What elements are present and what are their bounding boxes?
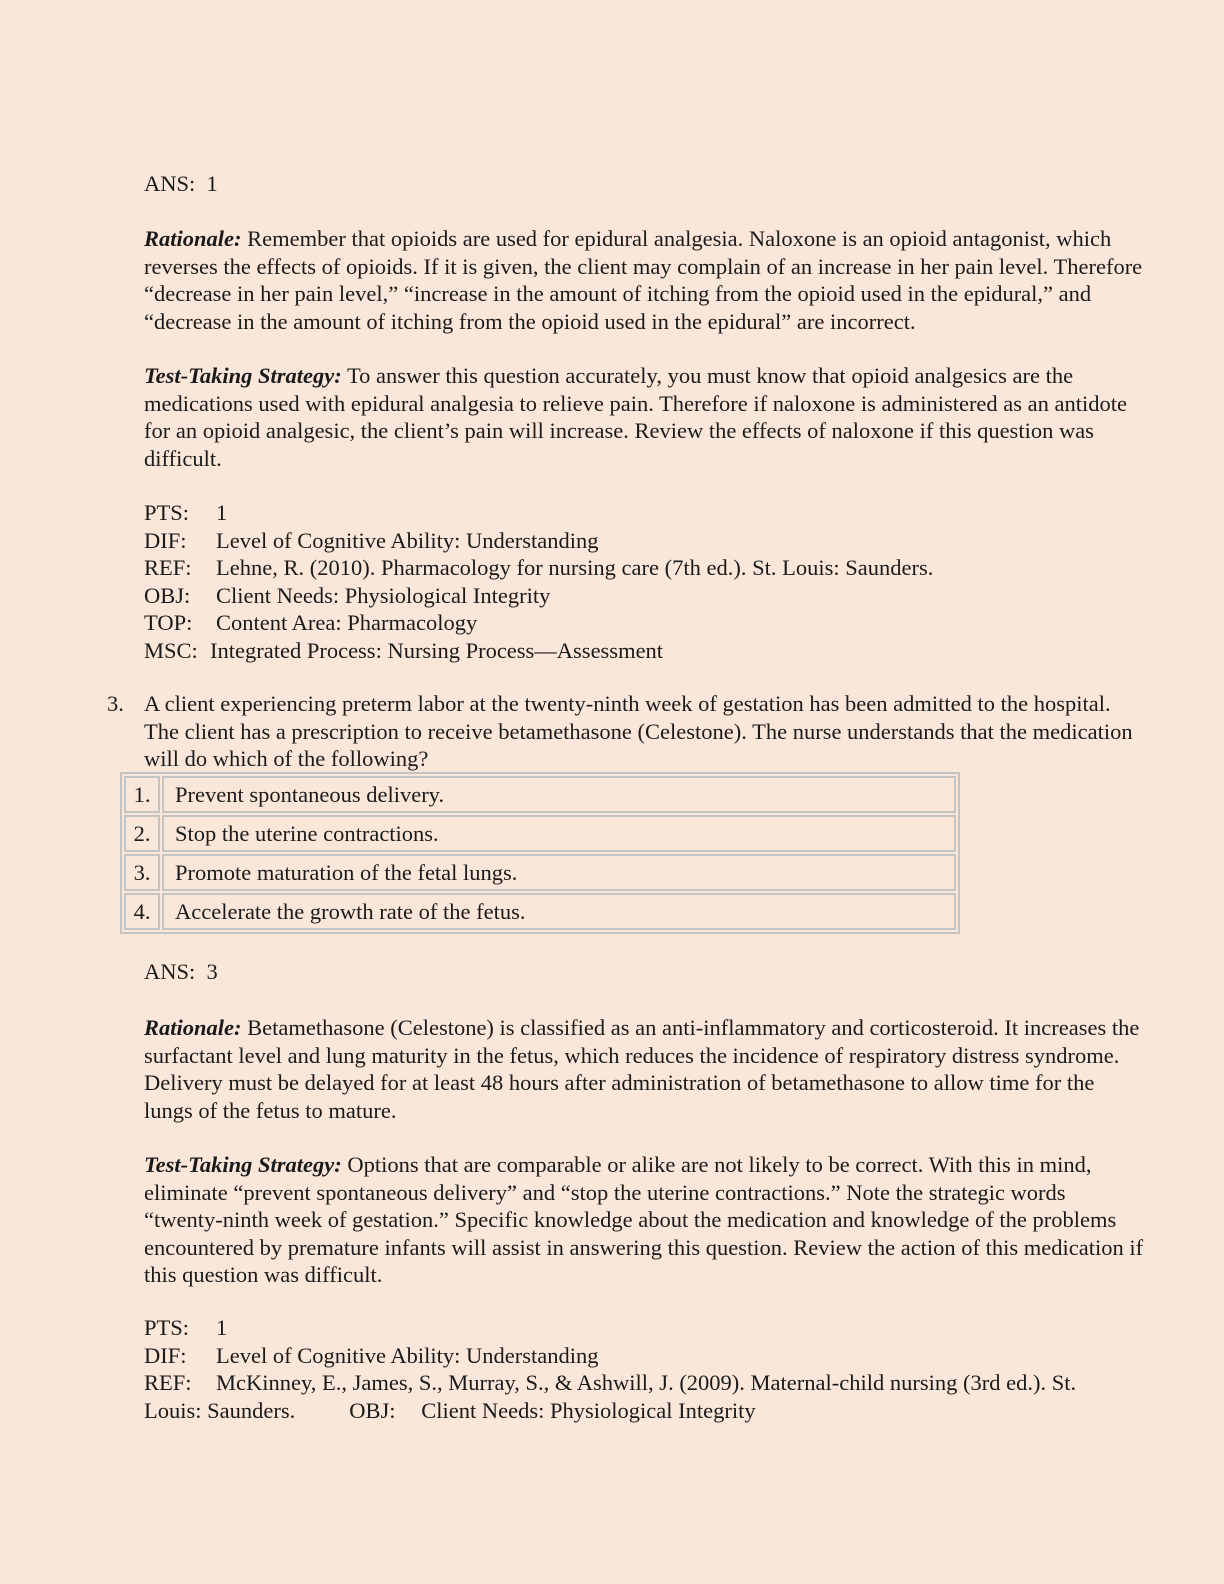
rationale-label: Rationale: (144, 1015, 242, 1040)
ans-value: 1 (206, 171, 218, 196)
strategy-q3 (144, 1151, 1144, 1289)
option-row-3[interactable] (124, 854, 956, 891)
question-text: A client experiencing preterm labor at the twenty-ninth week of gestation has been admitted to the hospital. The client has a prescription to receive betamethasone (Celestone). The nurse understands that the medication will do which of the following? (144, 691, 1133, 771)
answer-line-q3 (144, 958, 1144, 986)
option-text: Accelerate the growth rate of the fetus. (162, 893, 956, 930)
meta-ref: REF: Lehne, R. (2010). Pharmacology for nursing care (7th ed.). St. Louis: Saunders. (144, 555, 934, 580)
option-text: Prevent spontaneous delivery. (162, 776, 956, 813)
ans-label: ANS: (144, 171, 196, 196)
meta-obj: OBJ: Client Needs: Physiological Integrity (144, 582, 551, 608)
ans-value: 3 (206, 959, 218, 984)
meta-obj-value: Client Needs: Physiological Integrity (421, 1397, 756, 1423)
meta-dif: DIF: Level of Cognitive Ability: Understanding (144, 527, 599, 553)
strategy-text: To answer this question accurately, you must know that opioid analgesics are the medications used with epidural analgesia to relieve pain. Therefore if naloxone is administered as an antidote for an opioid analgesic, the client’s pain will increase. Review the effects of naloxone if this question was difficult. (144, 363, 1128, 471)
meta-obj-key: OBJ: (349, 1397, 396, 1423)
option-text: Promote maturation of the fetal lungs. (162, 854, 956, 891)
rationale-prev (144, 225, 1144, 335)
ans-label: ANS: (144, 959, 196, 984)
option-number: 1. (124, 776, 160, 813)
meta-pts: PTS: 1 (144, 500, 228, 525)
option-row-1[interactable] (124, 776, 956, 813)
options-table (120, 772, 960, 934)
question-number: 3. (107, 691, 124, 716)
meta-ref: REF: McKinney, E., James, S., Murray, S., & Ashwill, J. (2009). Maternal-child nursing (3rd ed.). St. (144, 1370, 1077, 1395)
option-row-2[interactable] (124, 815, 956, 852)
option-number: 3. (124, 854, 160, 891)
rationale-label: Rationale: (144, 226, 242, 251)
rationale-q3 (144, 1014, 1144, 1124)
meta-msc: MSC: Integrated Process: Nursing Process—Assessment (144, 637, 664, 663)
rationale-text: Remember that opioids are used for epidural analgesia. Naloxone is an opioid antagonist, which reverses the effects of opioids. If it is given, the client may complain of an increase in her pain level. Therefore “decrease in her pain level,” “increase in the amount of itching from the opioid used in the epidural,” and “decrease in the amount of itching from the opioid used in the epidural” are incorrect. (144, 226, 1143, 334)
meta-dif: DIF: Level of Cognitive Ability: Understanding (144, 1342, 599, 1368)
option-number: 2. (124, 815, 160, 852)
option-row-4[interactable] (124, 893, 956, 930)
meta-ref-continued: Louis: Saunders. OBJ: Client Needs: Physiological Integrity (144, 1397, 756, 1423)
strategy-text: Options that are comparable or alike are not likely to be correct. With this in mind, eliminate “prevent spontaneous delivery” and “stop the uterine contractions.” Note the strategic words “twenty-ninth week of gestation.” Specific knowledge about the medication and knowledge of the problems encountered by premature infants will assist in answering this question. Review the action of this medication if this question was difficult. (144, 1152, 1144, 1287)
meta-q3 (144, 1314, 1144, 1424)
meta-prev (144, 499, 1144, 664)
strategy-prev (144, 362, 1144, 472)
option-number: 4. (124, 893, 160, 930)
strategy-label: Test-Taking Strategy: (144, 1152, 342, 1177)
rationale-text: Betamethasone (Celestone) is classified as an anti-inflammatory and corticosteroid. It increases the surfactant level and lung maturity in the fetus, which reduces the incidence of respiratory distress syndrome. Delivery must be delayed for at least 48 hours after administration of betamethasone to allow time for the lungs of the fetus to mature. (144, 1015, 1140, 1123)
strategy-label: Test-Taking Strategy: (144, 363, 342, 388)
meta-top: TOP: Content Area: Pharmacology (144, 610, 478, 635)
option-text: Stop the uterine contractions. (162, 815, 956, 852)
answer-line-prev (144, 170, 1144, 198)
meta-pts: PTS: 1 (144, 1315, 228, 1340)
